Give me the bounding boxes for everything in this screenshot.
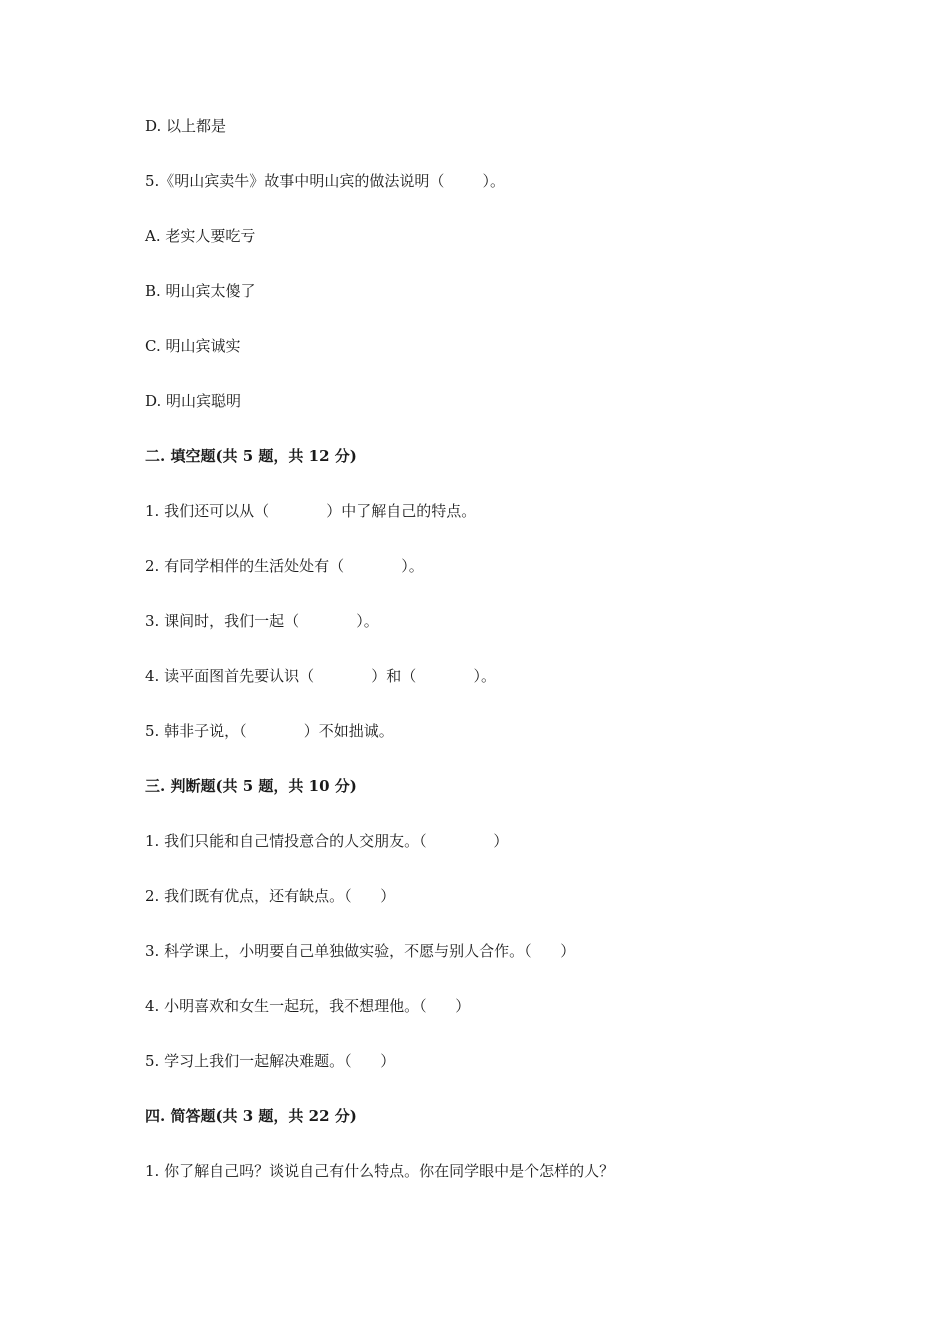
fill-item-5: 5. 韩非子说，（ ）不如拙诚。 — [145, 722, 394, 740]
judge-item-5: 5. 学习上我们一起解决难题。（ ） — [145, 1052, 396, 1070]
fill-item-1: 1. 我们还可以从（ ）中了解自己的特点。 — [145, 502, 477, 520]
question-5-option-a: A. 老实人要吃亏 — [145, 227, 256, 245]
question-5-stem: 5.《明山宾卖牛》故事中明山宾的做法说明（ ）。 — [145, 172, 505, 190]
fill-item-2: 2. 有同学相伴的生活处处有（ ）。 — [145, 557, 424, 575]
judge-item-1: 1. 我们只能和自己情投意合的人交朋友。（ ） — [145, 832, 509, 850]
judge-item-4: 4. 小明喜欢和女生一起玩，我不想理他。（ ） — [145, 997, 471, 1015]
fill-item-3: 3. 课间时，我们一起（ ）。 — [145, 612, 379, 630]
option-d-prev-question: D. 以上都是 — [145, 117, 227, 135]
question-5-option-b: B. 明山宾太傻了 — [145, 282, 256, 300]
question-5-option-d: D. 明山宾聪明 — [145, 392, 242, 410]
section-short-title: 四. 简答题(共 3 题，共 22 分) — [145, 1107, 357, 1125]
question-5-option-c: C. 明山宾诚实 — [145, 337, 241, 355]
section-judge-title: 三. 判断题(共 5 题，共 10 分) — [145, 777, 357, 795]
judge-item-3: 3. 科学课上，小明要自己单独做实验，不愿与别人合作。（ ） — [145, 942, 576, 960]
short-item-1: 1. 你了解自己吗？谈说自己有什么特点。你在同学眼中是个怎样的人？ — [145, 1162, 615, 1180]
section-fill-title: 二. 填空题(共 5 题，共 12 分) — [145, 447, 357, 465]
fill-item-4: 4. 读平面图首先要认识（ ）和（ ）。 — [145, 667, 497, 685]
judge-item-2: 2. 我们既有优点，还有缺点。（ ） — [145, 887, 396, 905]
